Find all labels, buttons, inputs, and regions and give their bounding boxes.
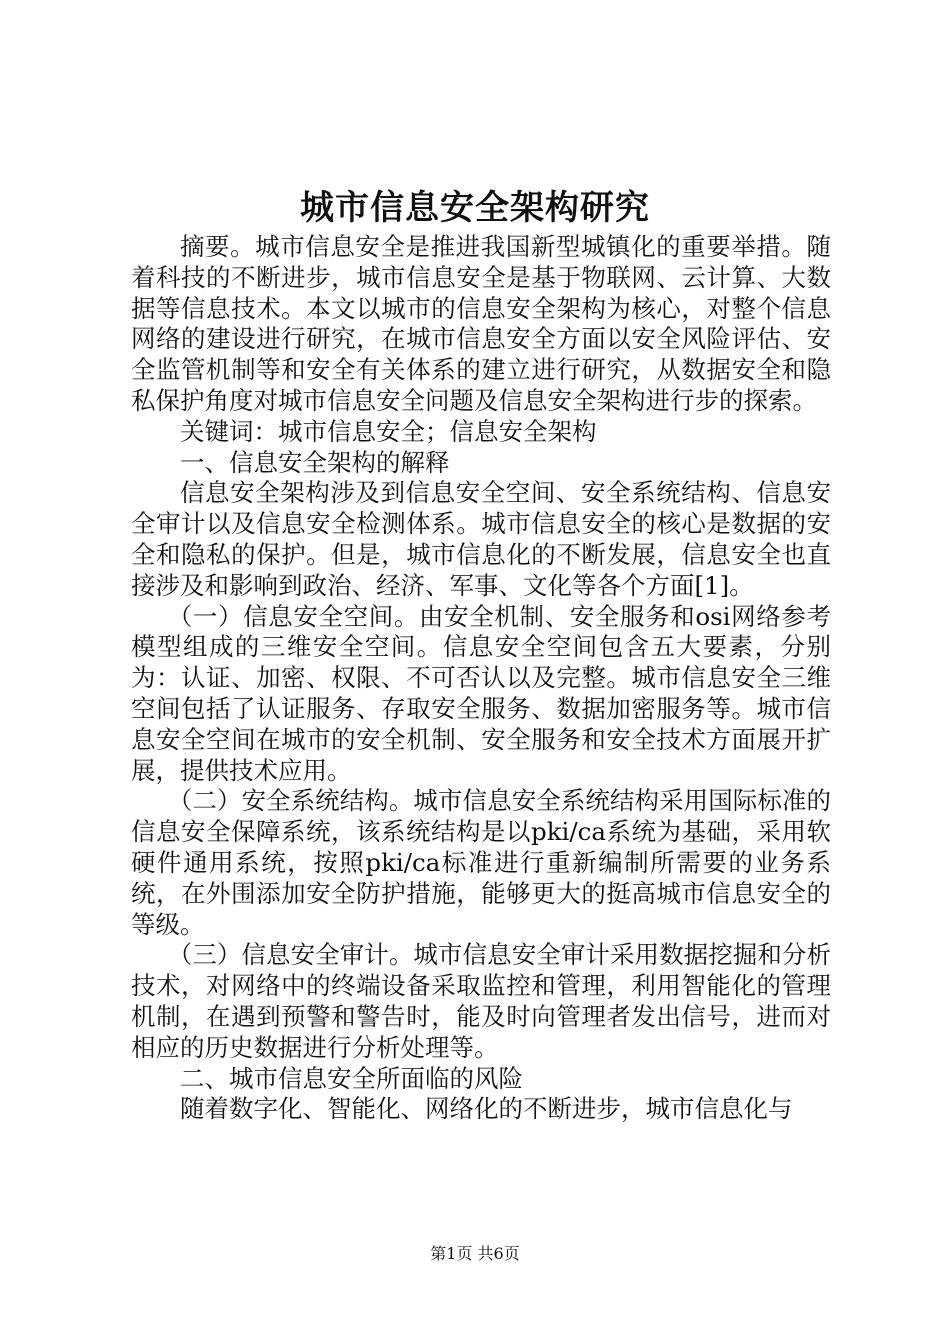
- paragraph-subsection-1: （一）信息安全空间。由安全机制、安全服务和osi网络参考模型组成的三维安全空间。信息安全空间包含五大要素，分别为：认证、加密、权限、不可否认以及完整。城市信息安全三维空间包括了认证服务、存取安全服务、数据加密服务等。城市信息安全空间在城市的安全机制、安全服务和安全技术方面展开扩展，提供技术应用。: [131, 601, 831, 785]
- section-heading-1: 一、信息安全架构的解释: [180, 447, 450, 477]
- paragraph-section-1: 信息安全架构涉及到信息安全空间、安全系统结构、信息安全审计以及信息安全检测体系。城市信息安全的核心是数据的安全和隐私的保护。但是，城市信息化的不断发展，信息安全也直接涉及和影响到政治、经济、军事、文化等各个方面[1]。: [131, 478, 831, 600]
- paragraph-abstract: 摘要。城市信息安全是推进我国新型城镇化的重要举措。随着科技的不断进步，城市信息安全是基于物联网、云计算、大数据等信息技术。本文以城市的信息安全架构为核心，对整个信息网络的建设进行研究，在城市信息安全方面以安全风险评估、安全监管机制等和安全有关体系的建立进行研究，从数据安全和隐私保护角度对城市信息安全问题及信息安全架构进行步的探索。: [131, 232, 831, 415]
- paragraph-subsection-2: （二）安全系统结构。城市信息安全系统结构采用国际标准的信息安全保障系统，该系统结构是以pki/ca系统为基础，采用软硬件通用系统，按照pki/ca标准进行重新编制所需要的业务系统，在外围添加安全防护措施，能够更大的挺高城市信息安全的等级。: [131, 786, 831, 939]
- document-body: [131, 232, 831, 1125]
- section-heading-2: 二、城市信息安全所面临的风险: [180, 1063, 523, 1093]
- paragraph-keywords: 关键词：城市信息安全；信息安全架构: [180, 416, 597, 446]
- paragraph-subsection-3: （三）信息安全审计。城市信息安全审计采用数据挖掘和分析技术，对网络中的终端设备采取监控和管理，利用智能化的管理机制，在遇到预警和警告时，能及时向管理者发出信号，进而对相应的历史数据进行分析处理等。: [131, 940, 831, 1062]
- document-title: 城市信息安全架构研究: [300, 188, 650, 228]
- paragraph-section-2: 随着数字化、智能化、网络化的不断进步，城市信息化与: [180, 1094, 793, 1124]
- page-footer: 第1页 共6页: [430, 1244, 520, 1263]
